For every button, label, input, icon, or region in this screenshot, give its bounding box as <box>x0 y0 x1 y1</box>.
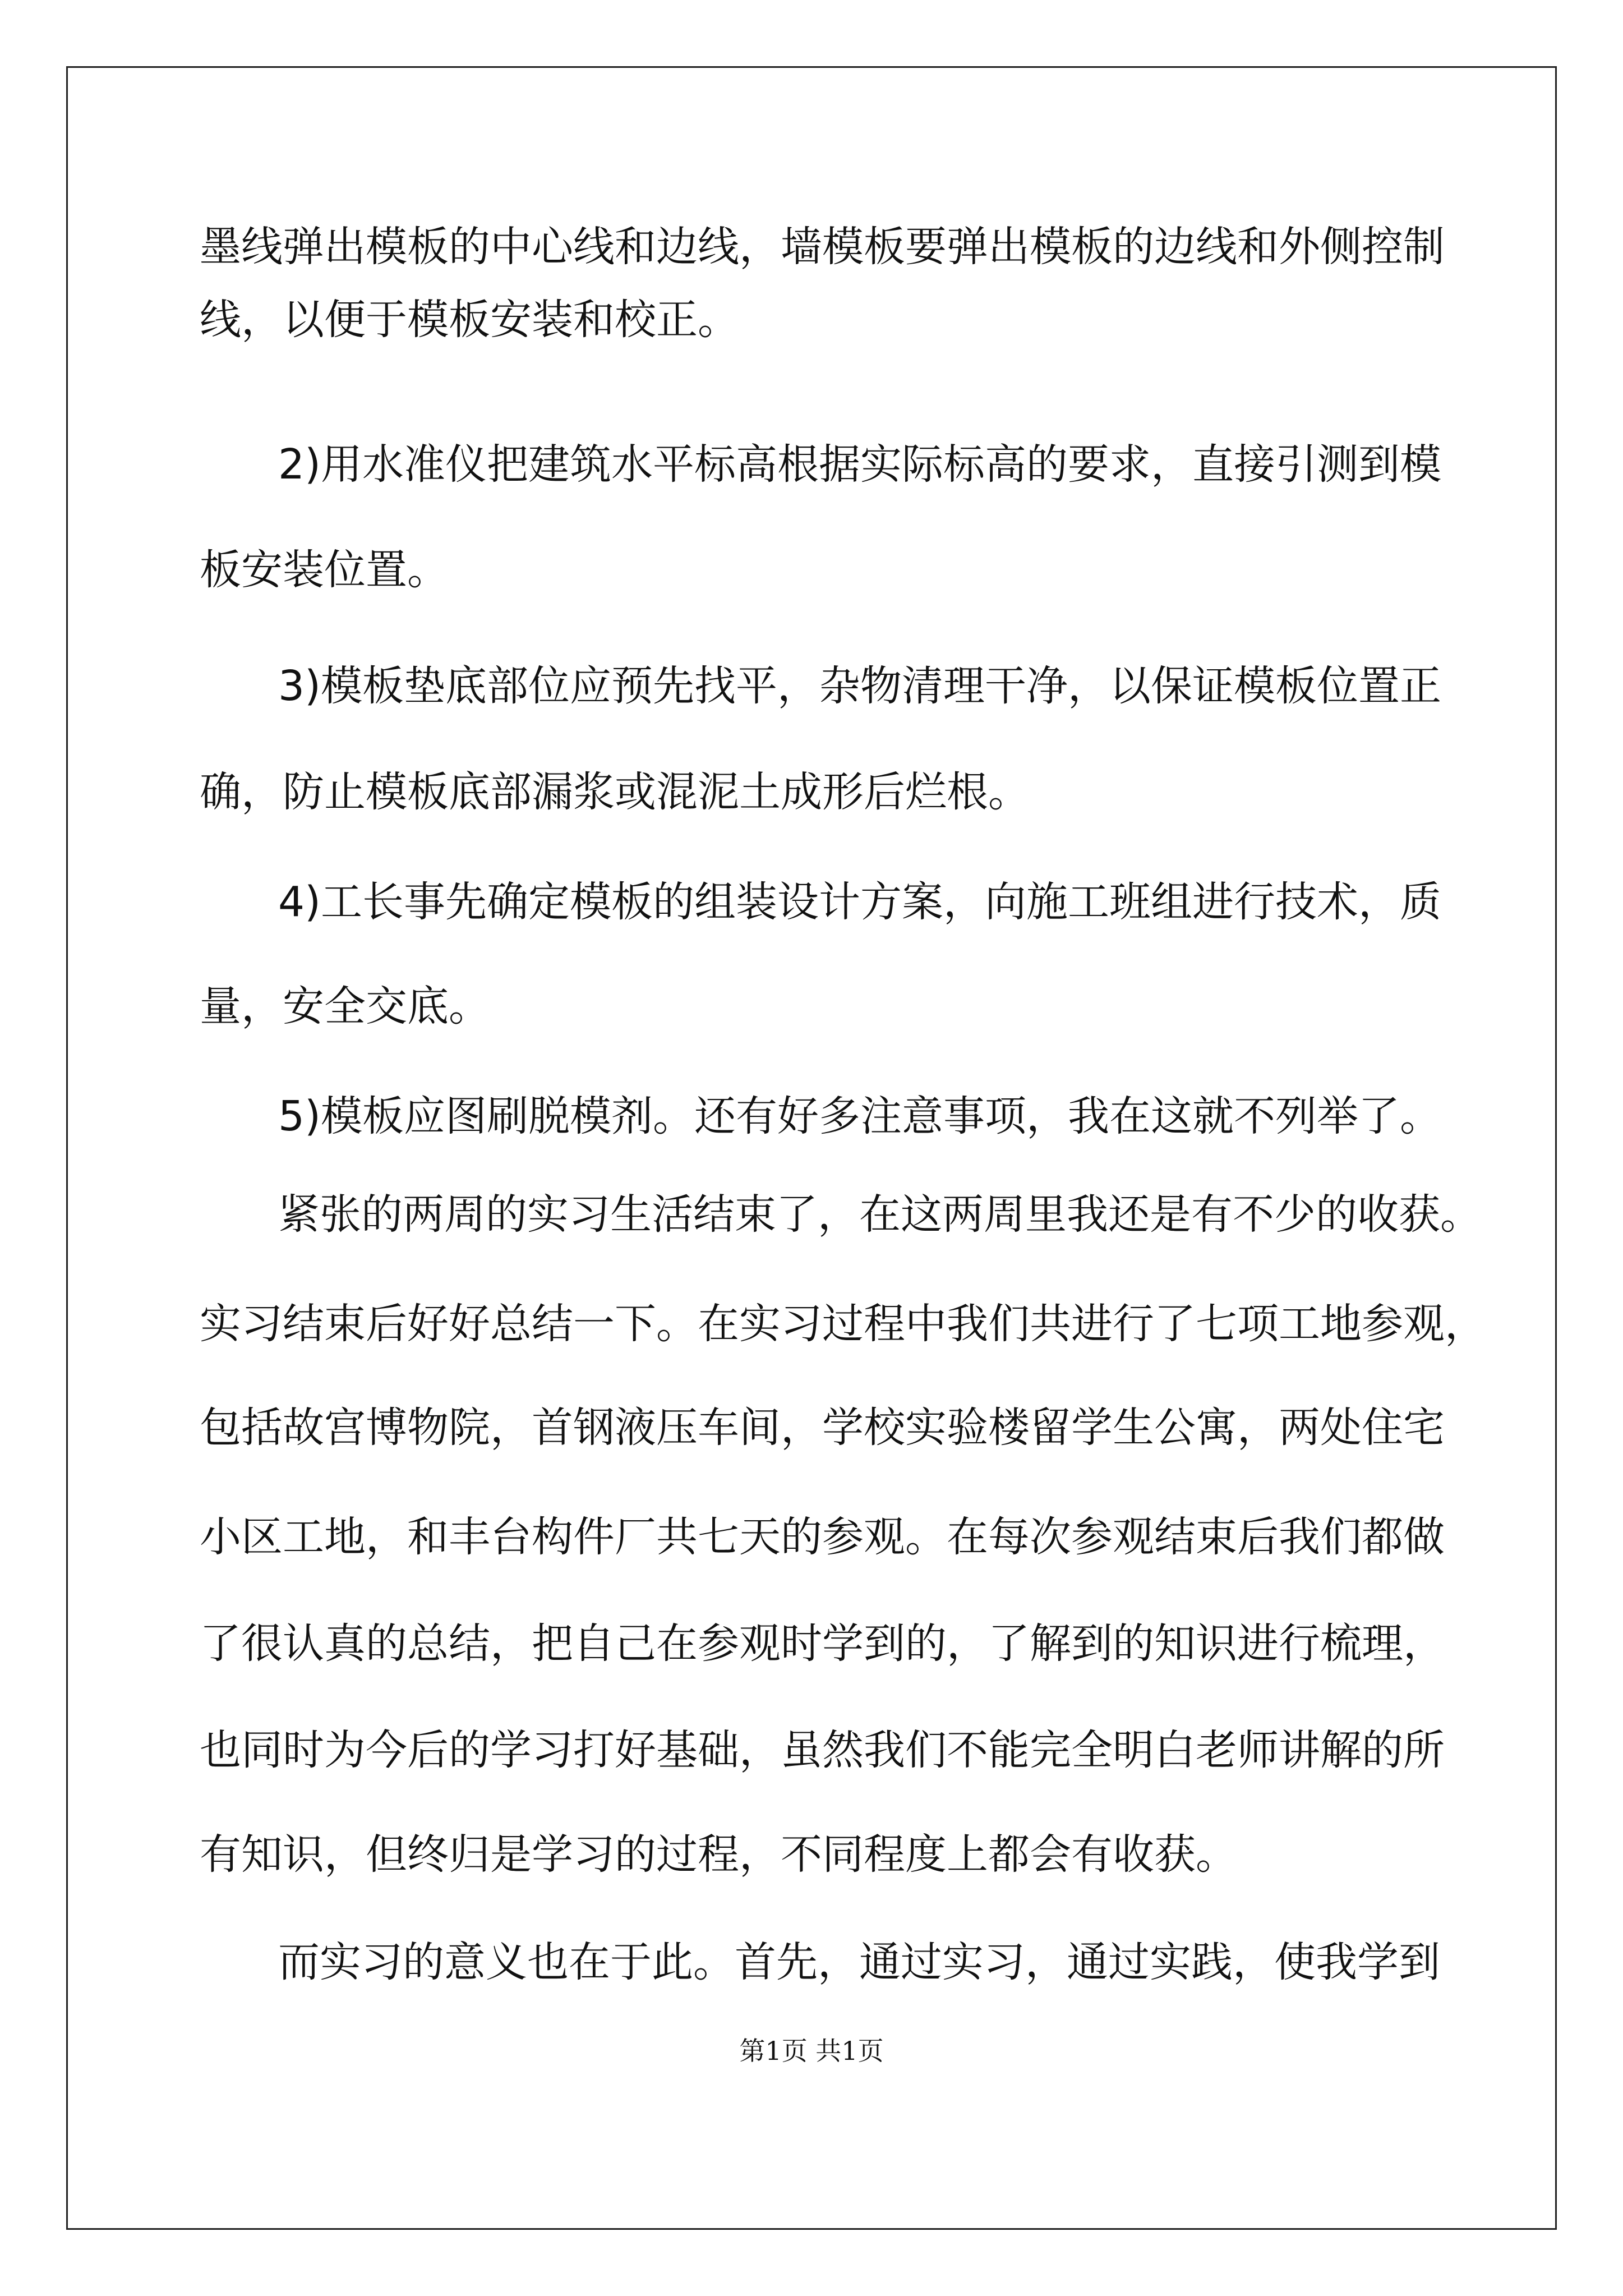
text-line-2: 线，以便于模板安装和校正。 <box>200 296 739 344</box>
text-line-10: 紧张的两周的实习生活结束了，在这两周里我还是有不少的收获。 <box>278 1190 1482 1239</box>
text-line-3: 2)用水准仪把建筑水平标高根据实际标高的要求，直接引测到模 <box>278 440 1441 489</box>
text-line-4: 板安装位置。 <box>200 546 449 594</box>
text-line-6: 确，防止模板底部漏浆或混泥土成形后烂根。 <box>200 768 1030 816</box>
text-line-16: 有知识，但终归是学习的过程，不同程度上都会有收获。 <box>200 1830 1237 1879</box>
text-line-15: 也同时为今后的学习打好基础，虽然我们不能完全明白老师讲解的所 <box>200 1726 1445 1774</box>
text-line-12: 包括故宫博物院，首钢液压车间，学校实验楼留学生公寓，两处住宅 <box>200 1404 1445 1452</box>
text-line-14: 了很认真的总结，把自己在参观时学到的，了解到的知识进行梳理， <box>200 1619 1445 1668</box>
text-line-5: 3)模板垫底部位应预先找平，杂物清理干净，以保证模板位置正 <box>278 662 1441 710</box>
page-border <box>66 66 1557 2230</box>
text-line-1: 墨线弹出模板的中心线和边线，墙模板要弹出模板的边线和外侧控制 <box>200 223 1445 271</box>
text-line-13: 小区工地，和丰台构件厂共七天的参观。在每次参观结束后我们都做 <box>200 1513 1445 1561</box>
text-line-17: 而实习的意义也在于此。首先，通过实习，通过实践，使我学到 <box>278 1938 1440 1986</box>
page-footer: 第1页 共1页 <box>739 2036 884 2066</box>
text-line-9: 5)模板应图刷脱模剂。还有好多注意事项，我在这就不列举了。 <box>278 1092 1441 1140</box>
text-line-11: 实习结束后好好总结一下。在实习过程中我们共进行了七项工地参观， <box>200 1300 1486 1348</box>
text-line-7: 4)工长事先确定模板的组装设计方案，向施工班组进行技术，质 <box>278 878 1441 926</box>
text-line-8: 量，安全交底。 <box>200 982 490 1030</box>
